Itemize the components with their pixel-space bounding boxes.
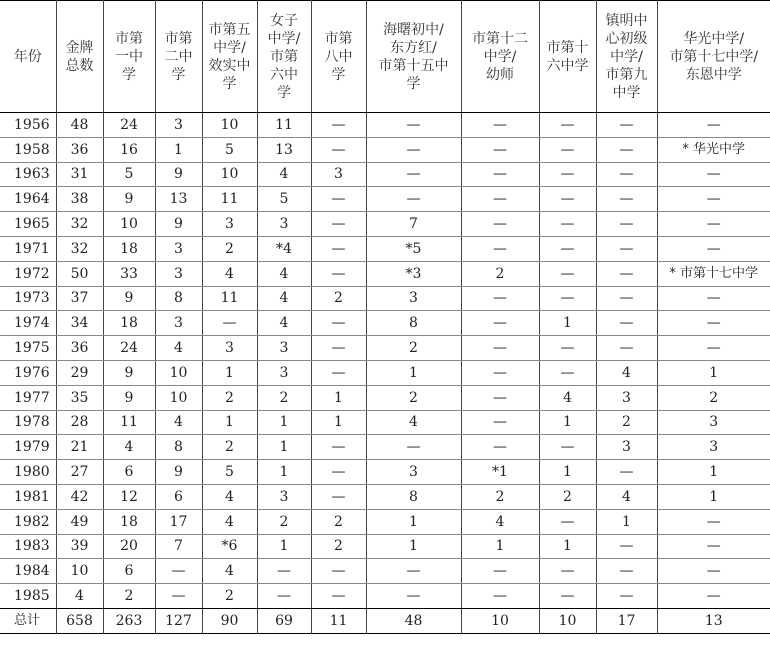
table-cell: 1 — [539, 460, 596, 485]
table-cell: 2 — [257, 509, 311, 534]
table-cell: 10 — [155, 385, 202, 410]
table-cell: — — [596, 559, 657, 584]
table-cell: — — [596, 137, 657, 162]
table-cell: — — [257, 584, 311, 609]
table-cell: — — [539, 360, 596, 385]
year-cell: 1984 — [0, 559, 56, 584]
table-cell: 6 — [103, 559, 155, 584]
table-cell: — — [311, 360, 366, 385]
table-cell: — — [539, 336, 596, 361]
header-school-no6: 女子 中学/ 市第 六中 学 — [257, 1, 311, 113]
table-cell: — — [657, 236, 770, 261]
table-cell: 4 — [155, 410, 202, 435]
year-cell: 1980 — [0, 460, 56, 485]
totals-cell: 13 — [657, 608, 770, 633]
table-cell: 3 — [155, 261, 202, 286]
table-cell: 2 — [461, 484, 539, 509]
table-cell: 2 — [596, 410, 657, 435]
table-cell: — — [657, 509, 770, 534]
table-cell: 3 — [366, 286, 461, 311]
table-cell: 10 — [103, 212, 155, 237]
table-cell: — — [539, 162, 596, 187]
header-school-no17: 华光中学/ 市第十七中学/ 东恩中学 — [657, 1, 770, 113]
table-row — [0, 162, 770, 187]
table-cell: — — [461, 360, 539, 385]
table-row — [0, 137, 770, 162]
table-cell: 1 — [539, 410, 596, 435]
table-row — [0, 360, 770, 385]
table-cell: 8 — [155, 435, 202, 460]
year-cell: 1974 — [0, 311, 56, 336]
table-row — [0, 534, 770, 559]
totals-label: 总计 — [14, 612, 41, 628]
table-cell: — — [311, 137, 366, 162]
totals-cell: 17 — [596, 608, 657, 633]
table-cell: 1 — [155, 137, 202, 162]
table-cell: — — [657, 286, 770, 311]
table-cell: 2 — [257, 385, 311, 410]
table-cell: — — [657, 336, 770, 361]
table-cell: 37 — [56, 286, 103, 311]
table-cell: * 市第十七中学 — [657, 261, 770, 286]
header-school-no9: 镇明中 心初级 中学/ 市第九 中学 — [596, 1, 657, 113]
table-cell: 4 — [596, 360, 657, 385]
table-cell: 2 — [202, 435, 257, 460]
table-body — [0, 113, 770, 609]
year-cell: 1981 — [0, 484, 56, 509]
header-year: 年份 — [0, 1, 56, 113]
table-cell: — — [539, 236, 596, 261]
table-cell: 3 — [257, 484, 311, 509]
table-cell: 4 — [461, 509, 539, 534]
table-cell: — — [461, 236, 539, 261]
table-cell: 1 — [366, 534, 461, 559]
table-cell: — — [311, 559, 366, 584]
table-cell: — — [596, 162, 657, 187]
table-cell: — — [461, 212, 539, 237]
table-cell: 7 — [155, 534, 202, 559]
table-cell: 2 — [202, 584, 257, 609]
header-row — [0, 1, 770, 113]
table-cell: — — [155, 584, 202, 609]
table-cell: 24 — [103, 336, 155, 361]
table-cell: — — [657, 212, 770, 237]
table-cell: — — [596, 212, 657, 237]
header-school-no2: 市第 二中 学 — [155, 1, 202, 113]
table-cell: 3 — [202, 212, 257, 237]
table-cell: 35 — [56, 385, 103, 410]
table-cell: — — [596, 460, 657, 485]
table-cell: 5 — [103, 162, 155, 187]
table-cell: 4 — [596, 484, 657, 509]
table-cell: 3 — [596, 435, 657, 460]
table-cell: — — [657, 584, 770, 609]
year-cell: 1973 — [0, 286, 56, 311]
table-cell: 7 — [366, 212, 461, 237]
table-row — [0, 311, 770, 336]
table-cell: 4 — [202, 261, 257, 286]
table-cell: — — [311, 311, 366, 336]
year-cell: 1985 — [0, 584, 56, 609]
header-total-gold: 金牌 总数 — [56, 1, 103, 113]
table-cell: 1 — [257, 460, 311, 485]
table-row — [0, 113, 770, 138]
table-cell: — — [311, 187, 366, 212]
table-cell: — — [461, 137, 539, 162]
table-cell: — — [596, 187, 657, 212]
header-school-no8: 市第 八中 学 — [311, 1, 366, 113]
table-cell: 2 — [103, 584, 155, 609]
table-row — [0, 559, 770, 584]
table-row — [0, 584, 770, 609]
year-cell: 1956 — [0, 113, 56, 138]
table-cell: — — [311, 236, 366, 261]
table-cell: 4 — [103, 435, 155, 460]
table-cell: 48 — [56, 113, 103, 138]
table-cell: 38 — [56, 187, 103, 212]
table-cell: 8 — [155, 286, 202, 311]
table-cell: 2 — [311, 286, 366, 311]
table-cell: 31 — [56, 162, 103, 187]
totals-cell: 127 — [155, 608, 202, 633]
table-cell: — — [461, 162, 539, 187]
totals-cell: 90 — [202, 608, 257, 633]
table-cell: 32 — [56, 212, 103, 237]
table-cell: *5 — [366, 236, 461, 261]
table-cell: 2 — [366, 385, 461, 410]
table-row — [0, 261, 770, 286]
table-cell: 1 — [539, 311, 596, 336]
table-cell: 1 — [657, 484, 770, 509]
table-cell: 2 — [539, 484, 596, 509]
table-cell: — — [596, 584, 657, 609]
table-cell: — — [461, 311, 539, 336]
table-row — [0, 484, 770, 509]
table-cell: — — [366, 113, 461, 138]
year-cell: 1975 — [0, 336, 56, 361]
table-cell: 18 — [103, 236, 155, 261]
table-cell: 5 — [202, 460, 257, 485]
header-school-no16: 市第十 六中学 — [539, 1, 596, 113]
table-cell: * 华光中学 — [657, 137, 770, 162]
table-cell: — — [657, 162, 770, 187]
table-cell: 16 — [103, 137, 155, 162]
table-row — [0, 410, 770, 435]
table-cell: 3 — [311, 162, 366, 187]
table-cell: 1 — [257, 534, 311, 559]
table-cell: 3 — [155, 113, 202, 138]
table-cell: *3 — [366, 261, 461, 286]
table-cell: 4 — [539, 385, 596, 410]
table-cell: — — [202, 311, 257, 336]
table-cell: 3 — [257, 212, 311, 237]
table-cell: 4 — [257, 261, 311, 286]
table-cell: 1 — [257, 435, 311, 460]
table-cell: 2 — [202, 236, 257, 261]
table-cell: — — [657, 559, 770, 584]
year-cell: 1964 — [0, 187, 56, 212]
table-cell: 17 — [155, 509, 202, 534]
table-cell: — — [596, 113, 657, 138]
table-cell: — — [311, 435, 366, 460]
table-cell: — — [366, 137, 461, 162]
table-cell: — — [539, 559, 596, 584]
table-cell: 36 — [56, 137, 103, 162]
table-row — [0, 286, 770, 311]
table-cell: 1 — [311, 410, 366, 435]
table-cell: 10 — [202, 162, 257, 187]
table-footer — [0, 608, 770, 633]
totals-cell: 11 — [311, 608, 366, 633]
table-row — [0, 385, 770, 410]
table-cell: — — [461, 410, 539, 435]
table-cell: — — [461, 113, 539, 138]
table-cell: — — [311, 584, 366, 609]
table-cell: 49 — [56, 509, 103, 534]
table-cell: 3 — [596, 385, 657, 410]
table-cell: 32 — [56, 236, 103, 261]
table-cell: — — [461, 187, 539, 212]
year-cell: 1979 — [0, 435, 56, 460]
table-cell: — — [461, 385, 539, 410]
totals-cell: 69 — [257, 608, 311, 633]
table-cell: — — [657, 113, 770, 138]
table-cell: — — [366, 162, 461, 187]
table-cell: 4 — [202, 559, 257, 584]
table-row — [0, 212, 770, 237]
table-cell: — — [311, 212, 366, 237]
table-cell: 1 — [202, 410, 257, 435]
table-row — [0, 460, 770, 485]
table-cell: 10 — [202, 113, 257, 138]
table-cell: — — [539, 137, 596, 162]
table-cell: — — [155, 559, 202, 584]
table-cell: — — [539, 584, 596, 609]
table-cell: — — [539, 261, 596, 286]
table-cell: — — [461, 559, 539, 584]
table-cell: — — [461, 286, 539, 311]
table-cell: — — [461, 584, 539, 609]
table-cell: 39 — [56, 534, 103, 559]
table-cell: 34 — [56, 311, 103, 336]
table-cell: — — [596, 311, 657, 336]
table-cell: 12 — [103, 484, 155, 509]
table-cell: — — [539, 212, 596, 237]
totals-row — [0, 608, 770, 633]
table-cell: 1 — [657, 460, 770, 485]
table-cell: 8 — [366, 311, 461, 336]
table-cell: — — [657, 534, 770, 559]
table-cell: *1 — [461, 460, 539, 485]
table-cell: — — [657, 187, 770, 212]
table-cell: — — [366, 584, 461, 609]
table-cell: 3 — [657, 435, 770, 460]
table-cell: 3 — [155, 311, 202, 336]
year-cell: 1971 — [0, 236, 56, 261]
table-row — [0, 336, 770, 361]
table-cell: 8 — [366, 484, 461, 509]
table-cell: 9 — [103, 360, 155, 385]
table-cell: 18 — [103, 509, 155, 534]
table-cell: — — [311, 113, 366, 138]
table-cell: 2 — [311, 534, 366, 559]
table-cell: 11 — [257, 113, 311, 138]
year-cell: 1963 — [0, 162, 56, 187]
table-cell: 42 — [56, 484, 103, 509]
table-cell: — — [366, 559, 461, 584]
table-cell: — — [461, 435, 539, 460]
table-cell: 4 — [366, 410, 461, 435]
table-cell: 29 — [56, 360, 103, 385]
table-cell: 1 — [366, 360, 461, 385]
table-cell: 13 — [257, 137, 311, 162]
table-cell: — — [539, 113, 596, 138]
table-cell: 4 — [257, 311, 311, 336]
table-cell: — — [539, 187, 596, 212]
table-cell: 28 — [56, 410, 103, 435]
table-cell: 5 — [257, 187, 311, 212]
table-cell: — — [311, 484, 366, 509]
table-cell: 4 — [257, 286, 311, 311]
table-cell: — — [311, 460, 366, 485]
table-cell: — — [311, 261, 366, 286]
year-cell: 1977 — [0, 385, 56, 410]
table-cell: 3 — [202, 336, 257, 361]
year-cell: 1982 — [0, 509, 56, 534]
table-cell: 3 — [257, 336, 311, 361]
table-row — [0, 187, 770, 212]
table-cell: 24 — [103, 113, 155, 138]
header-school-no1: 市第 一中 学 — [103, 1, 155, 113]
table-cell: 2 — [461, 261, 539, 286]
table-cell: 10 — [56, 559, 103, 584]
table-cell: 36 — [56, 336, 103, 361]
table-cell: — — [461, 336, 539, 361]
table-cell: 4 — [202, 484, 257, 509]
table-cell: — — [539, 435, 596, 460]
totals-cell: 263 — [103, 608, 155, 633]
table-cell: 9 — [103, 286, 155, 311]
table-cell: 50 — [56, 261, 103, 286]
table-row — [0, 435, 770, 460]
table-cell: — — [311, 336, 366, 361]
table-cell: 1 — [596, 509, 657, 534]
table-cell: 11 — [103, 410, 155, 435]
year-cell: 1972 — [0, 261, 56, 286]
year-cell: 1976 — [0, 360, 56, 385]
table-cell: 20 — [103, 534, 155, 559]
table-cell: — — [366, 187, 461, 212]
table-header — [0, 1, 770, 113]
table-cell: 4 — [202, 509, 257, 534]
table-cell: 6 — [103, 460, 155, 485]
table-cell: 9 — [155, 162, 202, 187]
table-cell: 1 — [657, 360, 770, 385]
table-cell: 6 — [155, 484, 202, 509]
table-cell: 9 — [103, 385, 155, 410]
table-cell: — — [596, 286, 657, 311]
header-school-no12: 市第十二 中学/ 幼师 — [461, 1, 539, 113]
table-cell: 2 — [311, 509, 366, 534]
table-cell: 3 — [257, 360, 311, 385]
table-cell: 5 — [202, 137, 257, 162]
table-cell: 1 — [366, 509, 461, 534]
year-cell: 1978 — [0, 410, 56, 435]
totals-cell: 10 — [461, 608, 539, 633]
table-cell: — — [596, 534, 657, 559]
table-cell: — — [596, 261, 657, 286]
table-cell: 3 — [657, 410, 770, 435]
table-cell: *4 — [257, 236, 311, 261]
table-cell: — — [596, 236, 657, 261]
table-cell: — — [539, 286, 596, 311]
table-cell: 3 — [155, 236, 202, 261]
table-cell: — — [657, 311, 770, 336]
table-cell: 21 — [56, 435, 103, 460]
table-cell: 2 — [657, 385, 770, 410]
totals-cell: 658 — [56, 608, 103, 633]
table-cell: 9 — [155, 460, 202, 485]
table-cell: 18 — [103, 311, 155, 336]
table-cell: 1 — [461, 534, 539, 559]
year-cell: 1965 — [0, 212, 56, 237]
table-cell: 9 — [155, 212, 202, 237]
year-cell: 1983 — [0, 534, 56, 559]
table-cell: — — [539, 509, 596, 534]
table-cell: 1 — [202, 360, 257, 385]
table-cell: *6 — [202, 534, 257, 559]
table-cell: — — [596, 336, 657, 361]
table-cell: 1 — [257, 410, 311, 435]
table-cell: 27 — [56, 460, 103, 485]
table-cell: 9 — [103, 187, 155, 212]
table-cell: — — [366, 435, 461, 460]
table-cell: 4 — [56, 584, 103, 609]
table-cell: 13 — [155, 187, 202, 212]
table-cell: 11 — [202, 286, 257, 311]
table-cell: 4 — [257, 162, 311, 187]
year-cell: 1958 — [0, 137, 56, 162]
header-school-no5: 市第五 中学/ 效实中 学 — [202, 1, 257, 113]
table-cell: 1 — [539, 534, 596, 559]
table-row — [0, 509, 770, 534]
table-cell: 10 — [155, 360, 202, 385]
table-cell: 33 — [103, 261, 155, 286]
table-cell: 3 — [366, 460, 461, 485]
header-school-no15: 海曙初中/ 东方红/ 市第十五中 学 — [366, 1, 461, 113]
table-cell: 2 — [366, 336, 461, 361]
table-cell: 1 — [311, 385, 366, 410]
table-cell: 2 — [202, 385, 257, 410]
table-row — [0, 236, 770, 261]
totals-cell: 48 — [366, 608, 461, 633]
table-cell: 4 — [155, 336, 202, 361]
table-cell: 11 — [202, 187, 257, 212]
table-cell: — — [257, 559, 311, 584]
totals-cell: 10 — [539, 608, 596, 633]
